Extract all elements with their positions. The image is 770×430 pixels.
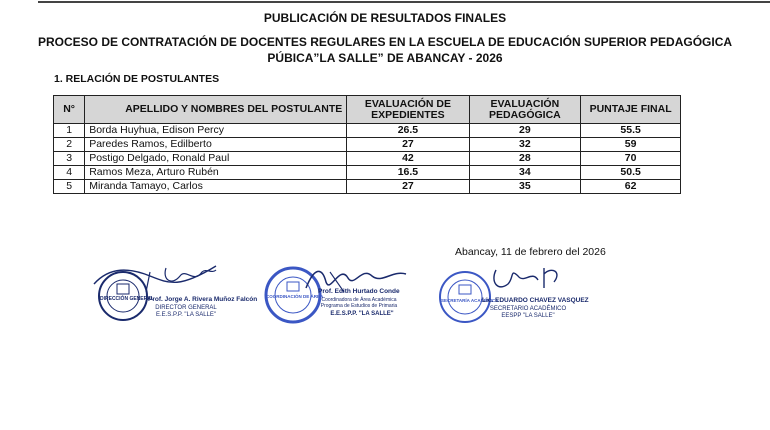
cell-name: Miranda Tamayo, Carlos	[85, 180, 347, 194]
cell-pedagogica: 32	[469, 138, 581, 152]
header-expedientes: EVALUACIÓN DE EXPEDIENTES	[347, 96, 469, 124]
table-row	[54, 180, 681, 194]
cell-name: Ramos Meza, Arturo Rubén	[85, 166, 347, 180]
signer-name: Prof. Edith Hurtado Conde	[318, 288, 400, 295]
document-subtitle-line2: PÚBICA”LA SALLE” DE ABANCAY - 2026	[267, 51, 503, 65]
signer-org: E.E.S.P.P. "LA SALLE"	[155, 312, 217, 318]
top-rule	[38, 1, 770, 3]
header-puntaje-final: PUNTAJE FINAL	[581, 96, 681, 124]
signer-role: SECRETARIO ACADÉMICO	[489, 306, 567, 312]
cell-pedagogica: 35	[469, 180, 581, 194]
cell-expedientes: 42	[347, 152, 469, 166]
cell-expedientes: 16.5	[347, 166, 469, 180]
seal-label: DIRECCIÓN GENERAL	[100, 296, 154, 302]
place-date: Abancay, 11 de febrero del 2026	[455, 246, 606, 258]
table-row	[54, 152, 681, 166]
signer-name: Prof. Jorge A. Rivera Muñoz Falcón	[148, 296, 258, 303]
cell-expedientes: 27	[347, 138, 469, 152]
cell-puntaje-final: 55.5	[581, 124, 681, 138]
document-title: PUBLICACIÓN DE RESULTADOS FINALES	[263, 11, 507, 25]
section-title: 1. RELACIÓN DE POSTULANTES	[54, 73, 220, 85]
cell-num: 4	[54, 166, 85, 180]
cell-puntaje-final: 59	[581, 138, 681, 152]
cell-num: 5	[54, 180, 85, 194]
cell-pedagogica: 28	[469, 152, 581, 166]
table-row	[54, 124, 681, 138]
signature-scribble	[90, 258, 220, 300]
cell-expedientes: 26.5	[347, 124, 469, 138]
seal-label: SECRETARÍA ACADÉMICA	[441, 298, 499, 303]
cell-expedientes: 27	[347, 180, 469, 194]
cell-num: 1	[54, 124, 85, 138]
table-row	[54, 166, 681, 180]
cell-num: 2	[54, 138, 85, 152]
cell-name: Paredes Ramos, Edilberto	[85, 138, 347, 152]
table-row	[54, 138, 681, 152]
signer-org: EESPP "LA SALLE"	[501, 313, 555, 319]
cell-puntaje-final: 62	[581, 180, 681, 194]
header-pedagogica: EVALUACIÓN PEDAGÓGICA	[469, 96, 581, 124]
cell-name: Postigo Delgado, Ronald Paul	[85, 152, 347, 166]
signer-role: Coordinadora de Área Académica Programa de Estudios de Primaria	[320, 297, 398, 309]
header-num: N°	[54, 96, 85, 124]
signature-scribble	[488, 262, 568, 300]
cell-num: 3	[54, 152, 85, 166]
header-name: APELLIDO Y NOMBRES DEL POSTULANTE	[85, 96, 347, 124]
table-header-row	[54, 96, 681, 124]
cell-puntaje-final: 70	[581, 152, 681, 166]
signer-org: E.E.S.P.P. "LA SALLE"	[330, 311, 394, 317]
document-subtitle-line1: PROCESO DE CONTRATACIÓN DE DOCENTES REGULARES EN LA ESCUELA DE EDUCACIÓN SUPERIOR PEDAGÓGICA	[37, 35, 733, 49]
results-table	[53, 95, 681, 194]
cell-pedagogica: 34	[469, 166, 581, 180]
cell-puntaje-final: 50.5	[581, 166, 681, 180]
cell-pedagogica: 29	[469, 124, 581, 138]
seal-label: COORDINACIÓN DE ÁREA	[266, 294, 324, 299]
signer-role: DIRECTOR GENERAL	[155, 305, 217, 311]
signer-name: Lic. EDUARDO CHAVEZ VASQUEZ	[482, 297, 589, 304]
cell-name: Borda Huyhua, Edison Percy	[85, 124, 347, 138]
